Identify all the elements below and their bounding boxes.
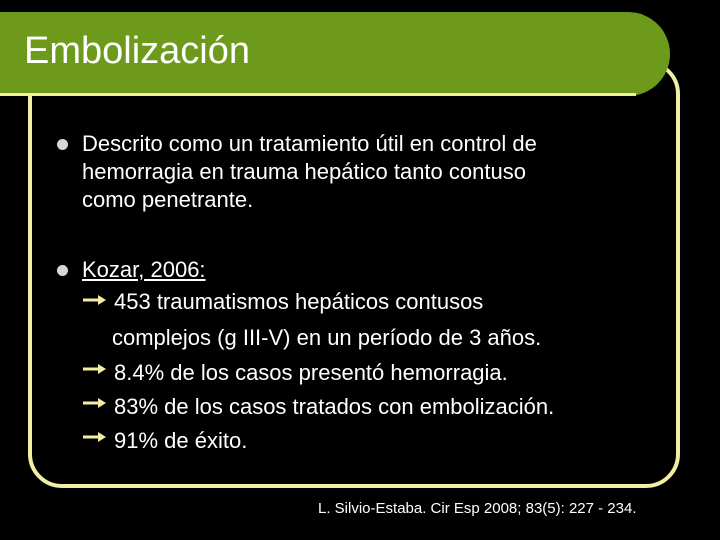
right-arrow-icon	[82, 398, 106, 408]
sub-item-3: 83% de los casos tratados con embolización.	[114, 394, 555, 419]
sub-item-1-line-2: complejos (g III-V) en un período de 3 años.	[112, 325, 542, 350]
bullet-2-heading: Kozar, 2006:	[82, 257, 206, 282]
citation: L. Silvio-Estaba. Cir Esp 2008; 83(5): 227 - 234.	[318, 500, 637, 517]
title-underline	[0, 93, 636, 96]
slide-title: Embolización	[24, 30, 250, 72]
right-arrow-icon	[82, 295, 106, 305]
sub-item-1-line-1: 453 traumatismos hepáticos contusos	[114, 289, 484, 314]
round-bullet-icon	[57, 265, 68, 276]
sub-item-4: 91% de éxito.	[114, 428, 248, 453]
bullet-1-line-1: Descrito como un tratamiento útil en control de	[82, 131, 537, 156]
bullet-1-line-3: como penetrante.	[82, 187, 254, 212]
sub-item-2: 8.4% de los casos presentó hemorragia.	[114, 360, 508, 385]
right-arrow-icon	[82, 432, 106, 442]
round-bullet-icon	[57, 139, 68, 150]
bullet-1-line-2: hemorragia en trauma hepático tanto contuso	[82, 159, 526, 184]
right-arrow-icon	[82, 364, 106, 374]
